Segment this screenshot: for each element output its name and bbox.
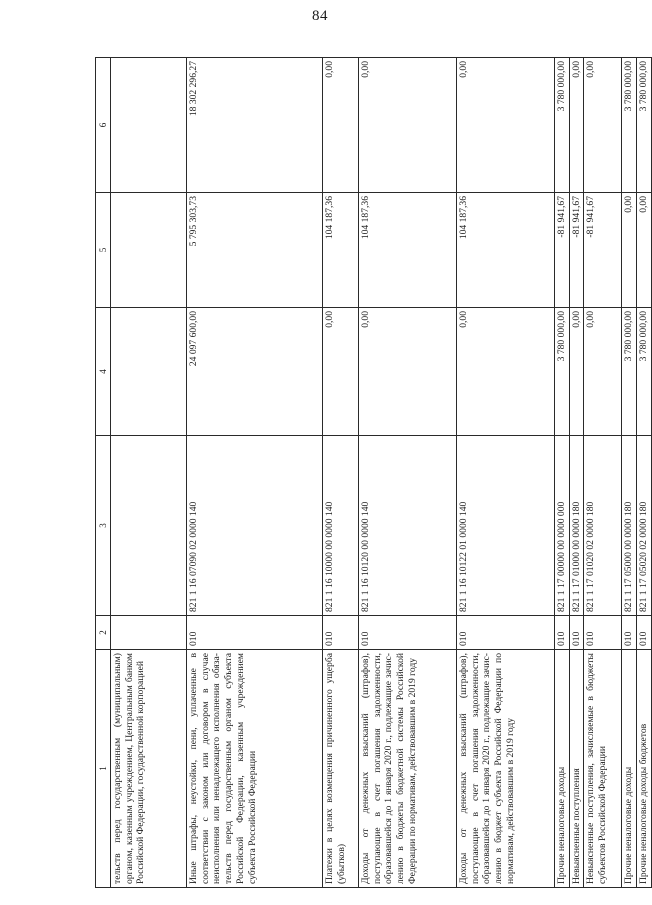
table-row bbox=[457, 58, 555, 888]
row-value-5: -81 941,67 bbox=[584, 193, 622, 308]
row-value-4: 3 780 000,00 bbox=[555, 308, 570, 436]
row-value-6: 0,00 bbox=[457, 58, 555, 193]
row-value-4: 0,00 bbox=[323, 308, 359, 436]
row-name: Доходы от денежных взысканий (штрафов), поступающие в счет погашения задолженности, образовавшейся до 1 января 2020 г., подлежащие зачислению в бюджеты бюджетной системы Российской Федерации по нормативам, действовавшим в 2019 году bbox=[359, 650, 457, 888]
row-value-6: 18 302 296,27 bbox=[187, 58, 323, 193]
table-row bbox=[569, 58, 584, 888]
row-value-6: 0,00 bbox=[584, 58, 622, 193]
row-value-4: 0,00 bbox=[584, 308, 622, 436]
table-row bbox=[637, 58, 652, 888]
row-value-6: 0,00 bbox=[359, 58, 457, 193]
row-budget-code: 821 1 17 05020 02 0000 180 bbox=[637, 436, 652, 616]
row-value-4: 0,00 bbox=[569, 308, 584, 436]
row-name: Платежи в целях возмещения причиненного ущерба (убытков) bbox=[323, 650, 359, 888]
row-line-code: 010 bbox=[323, 616, 359, 650]
row-line-code: 010 bbox=[637, 616, 652, 650]
table-row bbox=[359, 58, 457, 888]
table-row bbox=[323, 58, 359, 888]
row-line-code: 010 bbox=[555, 616, 570, 650]
table-header-row bbox=[96, 58, 111, 888]
table-row bbox=[187, 58, 323, 888]
table-row bbox=[555, 58, 570, 888]
row-value-5: 0,00 bbox=[637, 193, 652, 308]
row-line-code: 010 bbox=[187, 616, 323, 650]
row-line-code bbox=[111, 616, 187, 650]
row-value-6: 3 780 000,00 bbox=[555, 58, 570, 193]
row-budget-code: 821 1 17 05000 00 0000 180 bbox=[622, 436, 637, 616]
row-value-4: 3 780 000,00 bbox=[637, 308, 652, 436]
row-budget-code: 821 1 16 10122 01 0000 140 bbox=[457, 436, 555, 616]
row-budget-code: 821 1 17 01000 00 0000 180 bbox=[569, 436, 584, 616]
row-budget-code: 821 1 16 10120 00 0000 140 bbox=[359, 436, 457, 616]
row-value-5: -81 941,67 bbox=[555, 193, 570, 308]
row-value-4: 0,00 bbox=[457, 308, 555, 436]
column-header: 6 bbox=[96, 58, 111, 193]
row-value-4: 3 780 000,00 bbox=[622, 308, 637, 436]
column-header: 4 bbox=[96, 308, 111, 436]
row-budget-code: 821 1 17 01020 02 0000 180 bbox=[584, 436, 622, 616]
row-line-code: 010 bbox=[569, 616, 584, 650]
row-name: Невыясненные поступления, зачисляемые в бюджеты субъектов Российской Федерации bbox=[584, 650, 622, 888]
row-value-6: 3 780 000,00 bbox=[637, 58, 652, 193]
row-line-code: 010 bbox=[457, 616, 555, 650]
row-value-5: 104 187,36 bbox=[323, 193, 359, 308]
row-value-6: 3 780 000,00 bbox=[622, 58, 637, 193]
revenue-table bbox=[95, 57, 652, 888]
row-value-4 bbox=[111, 308, 187, 436]
row-value-6 bbox=[111, 58, 187, 193]
row-line-code: 010 bbox=[359, 616, 457, 650]
row-name: Доходы от денежных взысканий (штрафов), поступающие в счет погашения задолженности, образовавшейся до 1 января 2020 г., подлежащие зачислению в бюджет субъекта Российской Федерации по нормативам, действовавшим в 2019 году bbox=[457, 650, 555, 888]
rotated-table-wrapper bbox=[95, 58, 650, 888]
row-budget-code bbox=[111, 436, 187, 616]
table-row bbox=[584, 58, 622, 888]
row-value-4: 24 097 600,00 bbox=[187, 308, 323, 436]
row-budget-code: 821 1 16 07090 02 0000 140 bbox=[187, 436, 323, 616]
row-budget-code: 821 1 16 10000 00 0000 140 bbox=[323, 436, 359, 616]
row-value-5: 0,00 bbox=[622, 193, 637, 308]
row-line-code: 010 bbox=[622, 616, 637, 650]
row-name: Невыясненные поступления bbox=[569, 650, 584, 888]
column-header: 3 bbox=[96, 436, 111, 616]
row-budget-code: 821 1 17 00000 00 0000 000 bbox=[555, 436, 570, 616]
row-value-4: 0,00 bbox=[359, 308, 457, 436]
row-name: тельств перед государственным (муниципальным) органом, казенным учреждением, Центральным банком Российской Федерации, государственной корпорацией bbox=[111, 650, 187, 888]
column-header: 5 bbox=[96, 193, 111, 308]
row-name: Прочие неналоговые доходы bbox=[622, 650, 637, 888]
column-header: 1 bbox=[96, 650, 111, 888]
row-value-5 bbox=[111, 193, 187, 308]
row-name: Прочие неналоговые доходы bbox=[555, 650, 570, 888]
page-number: 84 bbox=[312, 8, 328, 24]
row-value-6: 0,00 bbox=[569, 58, 584, 193]
table-row bbox=[622, 58, 637, 888]
row-value-5: 104 187,36 bbox=[359, 193, 457, 308]
row-value-5: -81 941,67 bbox=[569, 193, 584, 308]
row-name: Прочие неналоговые доходы бюджетов bbox=[637, 650, 652, 888]
row-value-5: 104 187,36 bbox=[457, 193, 555, 308]
row-value-5: 5 795 303,73 bbox=[187, 193, 323, 308]
column-header: 2 bbox=[96, 616, 111, 650]
row-value-6: 0,00 bbox=[323, 58, 359, 193]
row-name: Иные штрафы, неустойки, пени, уплаченные в соответствии с законом или договором в случае неисполнения или ненадлежащего исполнения обязательств перед государственным органом субъекта Российской Федерации, казенным учреждением субъекта Российской Федерации bbox=[187, 650, 323, 888]
row-line-code: 010 bbox=[584, 616, 622, 650]
table-row bbox=[111, 58, 187, 888]
